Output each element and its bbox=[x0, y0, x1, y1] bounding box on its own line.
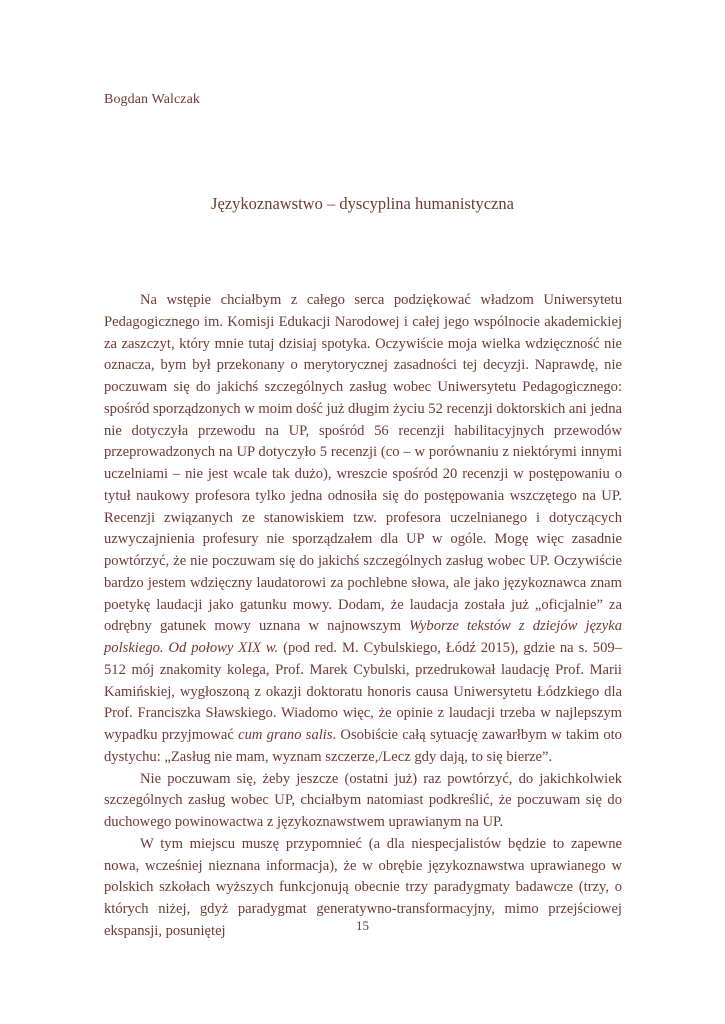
paragraph-1-italic-latin: cum grano salis bbox=[238, 727, 333, 743]
paragraph-1 bbox=[104, 290, 622, 769]
page-number: 15 bbox=[356, 918, 369, 933]
paragraph-1-italic-title: Wyborze tekstów z dziejów języka polskiego. Od połowy XIX w. bbox=[104, 618, 622, 656]
paragraph-3: W tym miejscu muszę przypomnieć (a dla niespecjalistów będzie to zapewne nowa, wcześniej nieznana informacja), że w obrębie językoznawstwa uprawianego w polskich szkołach wyższych funkcjonują obecnie trzy paradygmaty badawcze (trzy, o których niżej, gdyż paradygmat generatywno-transformacyjny, mimo przejściowej ekspansji, posuniętej bbox=[104, 835, 622, 939]
paragraph-1-text-c: . Osobiście całą sytuację zawarłbym w takim oto dystychu: „Zasług nie mam, wyznam szczerze,/Lecz gdy dają, to się bierze”. bbox=[104, 727, 622, 765]
article-title: Językoznawstwo – dyscyplina humanistyczna bbox=[211, 194, 514, 213]
body-text bbox=[104, 290, 622, 943]
paragraph-2: Nie poczuwam się, żeby jeszcze (ostatni już) raz powtórzyć, do jakichkolwiek szczególnych zasług wobec UP, chciałbym natomiast podkreślić, że poczuwam się do duchowego powinowactwa z językoznawstwem uprawianym na UP. bbox=[104, 770, 622, 830]
paragraph-1-text-b: (pod red. M. Cybulskiego, Łódź 2015), gdzie na s. 509–512 mój znakomity kolega, Prof. Marek Cybulski, przedrukował laudację Prof. Marii Kamińskiej, wygłoszoną z okazji doktoratu honoris causa Uniwersytetu Łódzkiego dla Prof. Franciszka Sławskiego. Wiadomo więc, że opinie z laudacji trzeba w najlepszym wypadku przyjmować bbox=[104, 640, 622, 743]
paragraph-1-text-a: Na wstępie chciałbym z całego serca podziękować władzom Uniwersytetu Pedagogicznego im. Komisji Edukacji Narodowej i całej jego wspólnocie akademickiej za zaszczyt, który mnie tutaj dzisiaj spotyka. Oczywiście moja wielka wdzięczność nie oznacza, bym był przekonany o merytorycznej zasadności tej decyzji. Naprawdę, nie poczuwam się do jakichś szczególnych zasług wobec Uniwersytetu Pedagogicznego: spośród sporządzonych w moim dość już długim życiu 52 recenzji doktorskich ani jedna nie dotyczyła przewodu na UP, spośród 56 recenzji habilitacyjnych przewodów przeprowadzonych na UP dotyczyło 5 recenzji (co – w porównaniu z niektórymi innymi uczelniami – nie jest wcale tak dużo), wreszcie spośród 20 recenzji w postępowaniu o tytuł naukowy profesora tylko jedna odnosiła się do postępowania wszczętego na UP. Recenzji związanych ze stanowiskiem tzw. profesora uczelnianego i dotyczących uzwyczajnienia profesury nie sporządzałem dla UP w ogóle. Mogę więc zasadnie powtórzyć, że nie poczuwam się do jakichś szczególnych zasług wobec UP. Oczywiście bardzo jestem wdzięczny laudatorowi za pochlebne słowa, ale jako językoznawca znam poetykę laudacji jako gatunku mowy. Dodam, że laudacja została już „oficjalnie” za odrębny gatunek mowy uznana w najnowszym bbox=[104, 292, 622, 635]
running-head-author: Bogdan Walczak bbox=[104, 92, 201, 107]
